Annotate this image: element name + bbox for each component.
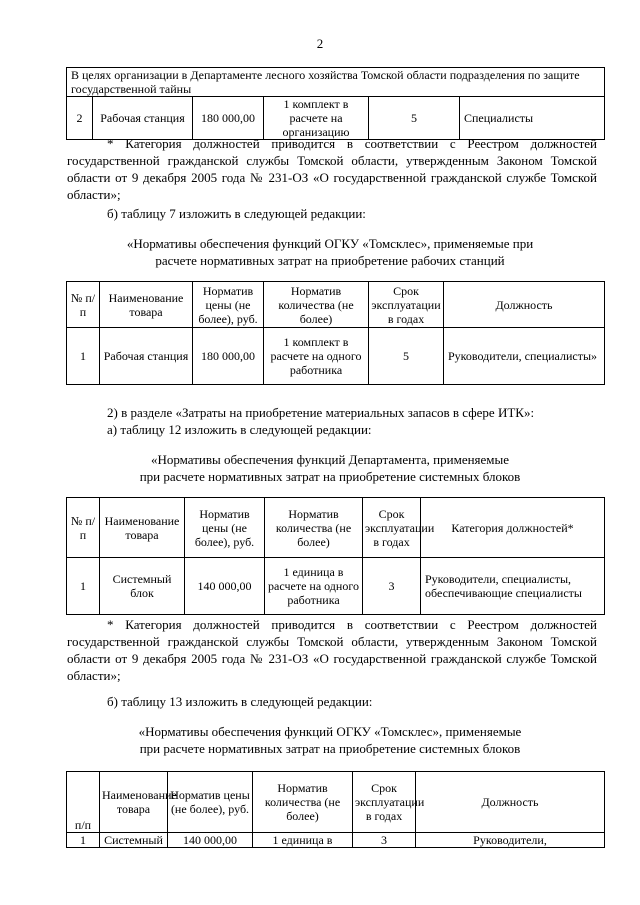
cell: Руководители, <box>416 833 605 848</box>
table-header-row <box>67 498 605 558</box>
title-line: «Нормативы обеспечения функций ОГКУ «Томсклес», применяемые при <box>126 236 534 251</box>
table-top <box>66 67 605 140</box>
table-row <box>67 558 605 615</box>
cell: Системный <box>100 833 168 848</box>
col-header: Должность <box>416 772 605 833</box>
col-header: Наименование товара <box>100 772 168 833</box>
cell: 140 000,00 <box>185 558 265 615</box>
cell: 1 комплект в расчете на одного работника <box>264 328 369 385</box>
para-2: 2) в разделе «Затраты на приобретение материальных запасов в сфере ИТК»: <box>107 405 535 420</box>
cell: Руководители, специалисты, обеспечивающие специалисты <box>421 558 605 615</box>
col-header: № п/п <box>67 498 100 558</box>
col-header: Наименование товара <box>100 498 185 558</box>
cell: 1 <box>67 833 100 848</box>
table-row <box>67 328 605 385</box>
col-header: Норматив количества (не более) <box>265 498 363 558</box>
table-row <box>67 833 605 848</box>
table-7 <box>66 281 605 385</box>
para-b-table13: б) таблицу 13 изложить в следующей редакции: <box>107 694 373 709</box>
cell: Рабочая станция <box>93 97 193 140</box>
cell: 5 <box>369 97 460 140</box>
table-header-row <box>67 282 605 328</box>
col-header: Должность <box>444 282 605 328</box>
cell: Руководители, специалисты» <box>444 328 605 385</box>
title-line: расчете нормативных затрат на приобретение рабочих станций <box>155 253 505 268</box>
col-header: п/п <box>67 772 100 833</box>
table-header-row <box>67 772 605 833</box>
table-13 <box>66 771 605 848</box>
cell: Системный блок <box>100 558 185 615</box>
para-a-table12: а) таблицу 12 изложить в следующей редакции: <box>107 422 372 437</box>
table-row <box>67 97 605 140</box>
title-line: «Нормативы обеспечения функций ОГКУ «Томсклес», применяемые <box>138 724 522 739</box>
cell: 180 000,00 <box>193 97 264 140</box>
title-table12 <box>60 451 600 485</box>
col-header: Срок эксплуатации в годах <box>363 498 421 558</box>
col-header: Срок эксплуатации в годах <box>369 282 444 328</box>
col-header: Норматив количества (не более) <box>253 772 353 833</box>
col-header: Норматив цены (не более), руб. <box>185 498 265 558</box>
cell: 3 <box>363 558 421 615</box>
page-number: 2 <box>316 36 324 51</box>
table-12 <box>66 497 605 615</box>
cell: 1 <box>67 558 100 615</box>
cell: 1 единица в <box>253 833 353 848</box>
col-header: Норматив цены (не более), руб. <box>168 772 253 833</box>
col-header: Срок эксплуатации в годах <box>353 772 416 833</box>
title-table7 <box>60 235 600 269</box>
cell: 140 000,00 <box>168 833 253 848</box>
col-header: Норматив цены (не более), руб. <box>193 282 264 328</box>
cell: Специалисты <box>460 97 605 140</box>
title-line: «Нормативы обеспечения функций Департамента, применяемые <box>150 452 510 467</box>
cell: 5 <box>369 328 444 385</box>
cell: Рабочая станция <box>100 328 193 385</box>
col-header: № п/п <box>67 282 100 328</box>
para-b-table7: б) таблицу 7 изложить в следующей редакции: <box>107 206 366 221</box>
title-line: при расчете нормативных затрат на приобретение системных блоков <box>139 741 521 756</box>
cell: 1 комплект в расчете на организацию <box>264 97 369 140</box>
cell: 1 <box>67 328 100 385</box>
cell: 2 <box>67 97 93 140</box>
cell: 180 000,00 <box>193 328 264 385</box>
cell: 3 <box>353 833 416 848</box>
footnote-1: * Категория должностей приводится в соответствии с Реестром должностей государственной гражданской службы Томской области, утвержденным Законом Томской области от 9 декабря 2005 года № 231-ОЗ «О государственной гражданской службе Томской области»; <box>67 136 597 202</box>
table-top-header: В целях организации в Департаменте лесного хозяйства Томской области подразделения по защите государственной тайны <box>67 68 605 97</box>
title-line: при расчете нормативных затрат на приобретение системных блоков <box>139 469 521 484</box>
title-table13 <box>60 723 600 757</box>
cell: 1 единица в расчете на одного работника <box>265 558 363 615</box>
col-header: Наименование товара <box>100 282 193 328</box>
footnote-2: * Категория должностей приводится в соответствии с Реестром должностей государственной гражданской службы Томской области, утвержденным Законом Томской области от 9 декабря 2005 года № 231-ОЗ «О государственной гражданской службе Томской области»; <box>67 617 597 683</box>
col-header: Категория должностей* <box>421 498 605 558</box>
col-header: Норматив количества (не более) <box>264 282 369 328</box>
